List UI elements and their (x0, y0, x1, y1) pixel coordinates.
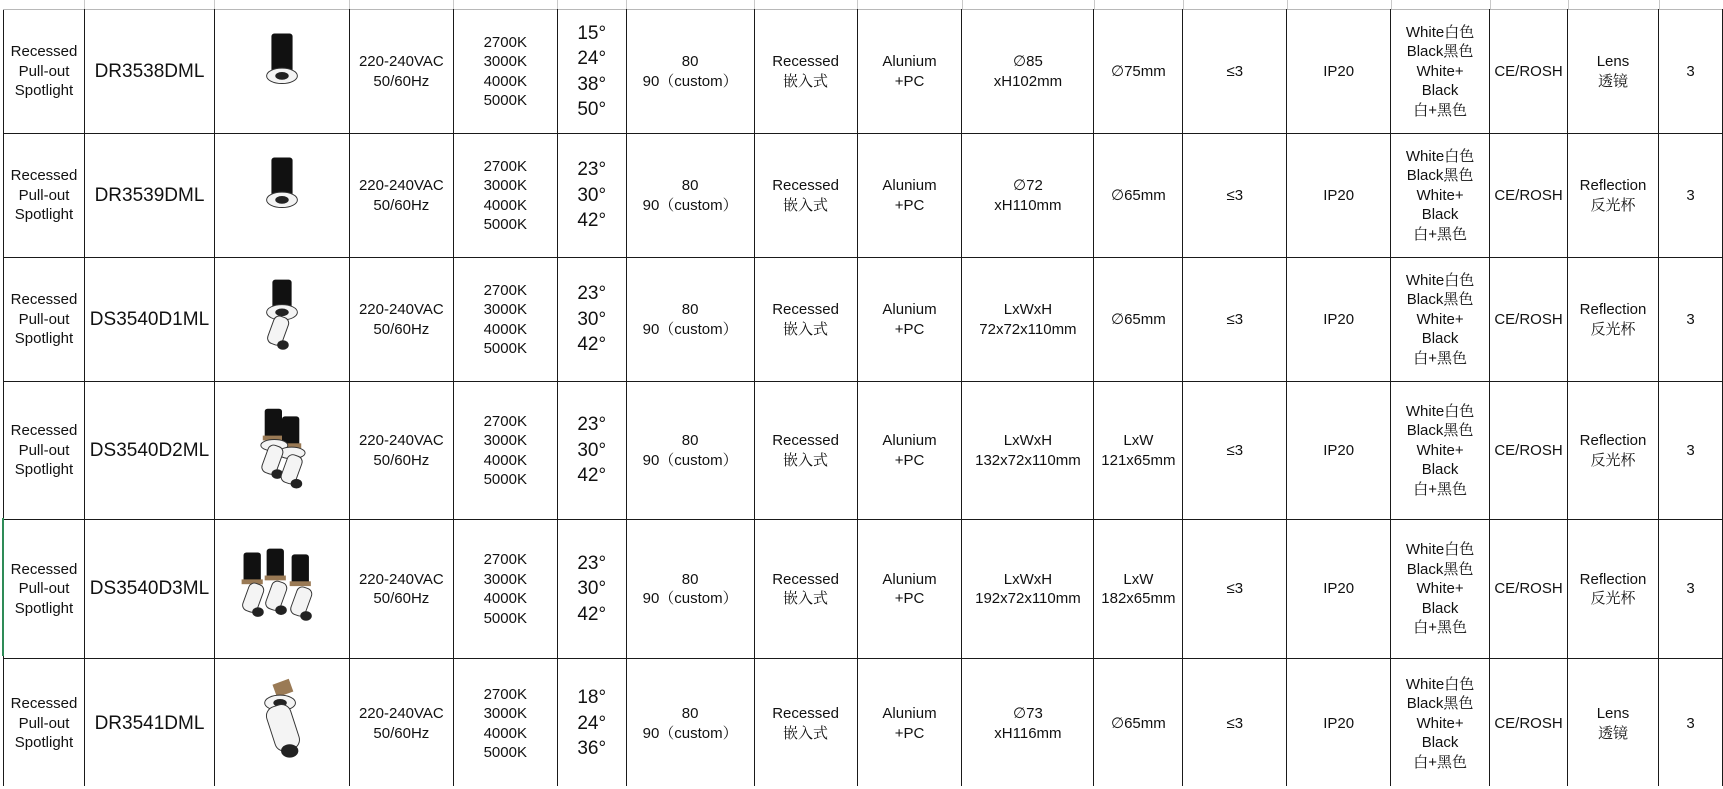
cutout-cell[interactable]: ∅65mm (1094, 258, 1183, 382)
certification-cell[interactable]: CE/ROSH (1490, 382, 1568, 520)
material-cell[interactable]: Alunium +PC (857, 258, 962, 382)
voltage-cell[interactable]: 220-240VAC 50/60Hz (349, 258, 453, 382)
certification-cell[interactable]: CE/ROSH (1490, 134, 1568, 258)
material-cell[interactable]: Alunium +PC (857, 10, 962, 134)
cct-cell[interactable]: 2700K 3000K 4000K 5000K (453, 258, 557, 382)
certification-cell[interactable]: CE/ROSH (1490, 520, 1568, 659)
ugr-cell[interactable]: ≤3 (1183, 10, 1287, 134)
warranty-cell[interactable]: 3 (1658, 10, 1722, 134)
installation-cell[interactable]: Recessed 嵌入式 (754, 659, 857, 789)
category-cell[interactable]: Recessed Pull-out Spotlight (4, 10, 85, 134)
warranty-cell[interactable]: 3 (1658, 382, 1722, 520)
product-spec-table (3, 9, 1723, 789)
certification-cell[interactable]: CE/ROSH (1490, 659, 1568, 789)
category-cell[interactable]: Recessed Pull-out Spotlight (4, 134, 85, 258)
model-cell[interactable]: DS3540D2ML (84, 382, 214, 520)
model-cell[interactable]: DR3538DML (84, 10, 214, 134)
category-cell[interactable]: Recessed Pull-out Spotlight (4, 258, 85, 382)
cutout-cell[interactable]: ∅65mm (1094, 659, 1183, 789)
model-cell[interactable]: DR3541DML (84, 659, 214, 789)
ip-rating-cell[interactable]: IP20 (1287, 382, 1391, 520)
certification-cell[interactable]: CE/ROSH (1490, 258, 1568, 382)
cutout-cell[interactable]: ∅65mm (1094, 134, 1183, 258)
ugr-cell[interactable]: ≤3 (1183, 520, 1287, 659)
color-options-cell[interactable]: White白色 Black黑色 White+ Black 白+黑色 (1391, 258, 1490, 382)
pullout-spotlight-triple-icon (217, 543, 347, 635)
material-cell[interactable]: Alunium +PC (857, 382, 962, 520)
size-cell[interactable]: LxWxH 132x72x110mm (962, 382, 1094, 520)
product-row (4, 382, 1723, 520)
pullout-spotlight-single-icon (217, 274, 347, 366)
size-cell[interactable]: ∅73 xH116mm (962, 659, 1094, 789)
category-cell[interactable]: Recessed Pull-out Spotlight (4, 520, 85, 659)
material-cell[interactable]: Alunium +PC (857, 134, 962, 258)
size-cell[interactable]: ∅85 xH102mm (962, 10, 1094, 134)
optic-cell[interactable]: Reflection 反光杯 (1568, 520, 1659, 659)
installation-cell[interactable]: Recessed 嵌入式 (754, 520, 857, 659)
pullout-spotlight-double-icon (217, 405, 347, 497)
spec-table-body (4, 10, 1723, 789)
voltage-cell[interactable]: 220-240VAC 50/60Hz (349, 382, 453, 520)
color-options-cell[interactable]: White白色 Black黑色 White+ Black 白+黑色 (1391, 382, 1490, 520)
product-row (4, 258, 1723, 382)
installation-cell[interactable]: Recessed 嵌入式 (754, 10, 857, 134)
category-cell[interactable]: Recessed Pull-out Spotlight (4, 659, 85, 789)
cct-cell[interactable]: 2700K 3000K 4000K 5000K (453, 382, 557, 520)
category-cell[interactable]: Recessed Pull-out Spotlight (4, 382, 85, 520)
ugr-cell[interactable]: ≤3 (1183, 659, 1287, 789)
cct-cell[interactable]: 2700K 3000K 4000K 5000K (453, 659, 557, 789)
optic-cell[interactable]: Lens 透镜 (1568, 659, 1659, 789)
voltage-cell[interactable]: 220-240VAC 50/60Hz (349, 134, 453, 258)
ugr-cell[interactable]: ≤3 (1183, 382, 1287, 520)
beam-angle-cell[interactable]: 23° 30° 42° (557, 520, 626, 659)
cct-cell[interactable]: 2700K 3000K 4000K 5000K (453, 10, 557, 134)
cri-cell[interactable]: 80 90（custom） (626, 134, 754, 258)
voltage-cell[interactable]: 220-240VAC 50/60Hz (349, 659, 453, 789)
ip-rating-cell[interactable]: IP20 (1287, 659, 1391, 789)
cri-cell[interactable]: 80 90（custom） (626, 10, 754, 134)
color-options-cell[interactable]: White白色 Black黑色 White+ Black 白+黑色 (1391, 659, 1490, 789)
cct-cell[interactable]: 2700K 3000K 4000K 5000K (453, 520, 557, 659)
size-cell[interactable]: LxWxH 192x72x110mm (962, 520, 1094, 659)
product-image-cell[interactable] (214, 10, 349, 134)
material-cell[interactable]: Alunium +PC (857, 659, 962, 789)
cutout-cell[interactable]: ∅75mm (1094, 10, 1183, 134)
ip-rating-cell[interactable]: IP20 (1287, 10, 1391, 134)
installation-cell[interactable]: Recessed 嵌入式 (754, 382, 857, 520)
color-options-cell[interactable]: White白色 Black黑色 White+ Black 白+黑色 (1391, 134, 1490, 258)
voltage-cell[interactable]: 220-240VAC 50/60Hz (349, 520, 453, 659)
product-image-cell[interactable] (214, 520, 349, 659)
beam-angle-cell[interactable]: 23° 30° 42° (557, 382, 626, 520)
cri-cell[interactable]: 80 90（custom） (626, 258, 754, 382)
voltage-cell[interactable]: 220-240VAC 50/60Hz (349, 10, 453, 134)
cri-cell[interactable]: 80 90（custom） (626, 520, 754, 659)
product-row (4, 134, 1723, 258)
beam-angle-cell[interactable]: 15° 24° 38° 50° (557, 10, 626, 134)
installation-cell[interactable]: Recessed 嵌入式 (754, 134, 857, 258)
warranty-cell[interactable]: 3 (1658, 659, 1722, 789)
size-cell[interactable]: LxWxH 72x72x110mm (962, 258, 1094, 382)
recessed-spotlight-single-icon (217, 150, 347, 242)
recessed-spotlight-single-icon (217, 26, 347, 118)
product-row (4, 10, 1723, 134)
certification-cell[interactable]: CE/ROSH (1490, 10, 1568, 134)
ugr-cell[interactable]: ≤3 (1183, 134, 1287, 258)
ugr-cell[interactable]: ≤3 (1183, 258, 1287, 382)
ip-rating-cell[interactable]: IP20 (1287, 258, 1391, 382)
optic-cell[interactable]: Lens 透镜 (1568, 10, 1659, 134)
product-row (4, 659, 1723, 789)
product-image-cell[interactable] (214, 258, 349, 382)
product-image-cell[interactable] (214, 382, 349, 520)
warranty-cell[interactable]: 3 (1658, 134, 1722, 258)
model-cell[interactable]: DS3540D3ML (84, 520, 214, 659)
installation-cell[interactable]: Recessed 嵌入式 (754, 258, 857, 382)
header-gridlines (0, 0, 1723, 9)
optic-cell[interactable]: Reflection 反光杯 (1568, 382, 1659, 520)
color-options-cell[interactable]: White白色 Black黑色 White+ Black 白+黑色 (1391, 10, 1490, 134)
optic-cell[interactable]: Reflection 反光杯 (1568, 258, 1659, 382)
cri-cell[interactable]: 80 90（custom） (626, 382, 754, 520)
pullout-spotlight-tilted-icon (217, 678, 347, 770)
ip-rating-cell[interactable]: IP20 (1287, 520, 1391, 659)
product-image-cell[interactable] (214, 134, 349, 258)
cutout-cell[interactable]: LxW 182x65mm (1094, 520, 1183, 659)
color-options-cell[interactable]: White白色 Black黑色 White+ Black 白+黑色 (1391, 520, 1490, 659)
optic-cell[interactable]: Reflection 反光杯 (1568, 134, 1659, 258)
cct-cell[interactable]: 2700K 3000K 4000K 5000K (453, 134, 557, 258)
warranty-cell[interactable]: 3 (1658, 258, 1722, 382)
product-image-cell[interactable] (214, 659, 349, 789)
size-cell[interactable]: ∅72 xH110mm (962, 134, 1094, 258)
row-selection-marker (2, 518, 4, 656)
warranty-cell[interactable]: 3 (1658, 520, 1722, 659)
cri-cell[interactable]: 80 90（custom） (626, 659, 754, 789)
beam-angle-cell[interactable]: 23° 30° 42° (557, 134, 626, 258)
product-row (4, 520, 1723, 659)
material-cell[interactable]: Alunium +PC (857, 520, 962, 659)
model-cell[interactable]: DS3540D1ML (84, 258, 214, 382)
ip-rating-cell[interactable]: IP20 (1287, 134, 1391, 258)
beam-angle-cell[interactable]: 23° 30° 42° (557, 258, 626, 382)
beam-angle-cell[interactable]: 18° 24° 36° (557, 659, 626, 789)
model-cell[interactable]: DR3539DML (84, 134, 214, 258)
cutout-cell[interactable]: LxW 121x65mm (1094, 382, 1183, 520)
